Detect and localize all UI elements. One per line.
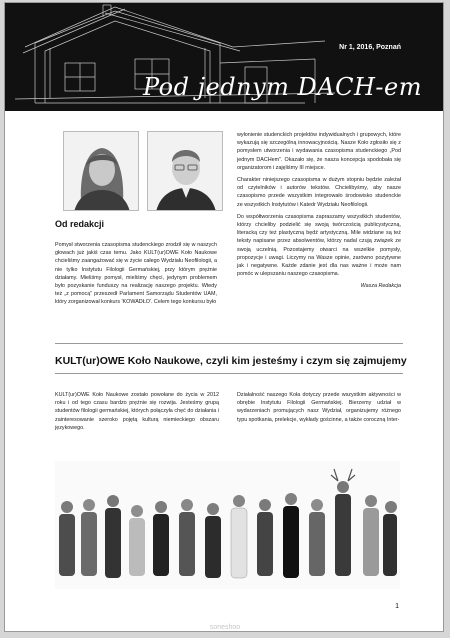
editorial-heading: Od redakcji: [55, 219, 105, 229]
editorial-right-column: [237, 131, 401, 291]
editorial-left-column: [55, 241, 217, 311]
article-paragraph: Działalność naszego Koła dotyczy przede wszystkim aktywności w obrębie Instytutu Filologii Germańskiej. Bierzemy udział w wydarzeniach promujących nasz Wydział, organizujemy różnego typu spotkania, prelekcje, wykłady gościnne, a także coroczną Inter-: [237, 392, 401, 423]
editorial-paragraph: wyłonienie studenckich projektów indywidualnych i grupowych, które wykazują się szczególną innowacyjnością. Nasze Koło zgłosiło się z pomysłem utworzenia i wydawania czasopisma studenckiego „Pod jednym DACHem”. Okazało się, że nasza koncepcja spodobała się organizatorom i zajęliśmy III miejsce.: [237, 132, 401, 171]
section-divider: [55, 343, 403, 344]
watermark: soneshoo: [209, 624, 241, 631]
editorial-signature: Wasza Redakcja: [360, 283, 401, 290]
section-divider: [55, 373, 403, 374]
newsletter-page: [4, 2, 444, 632]
editor-photo-woman: [63, 131, 139, 211]
page-number: 1: [395, 603, 399, 610]
editor-photo-man: [147, 131, 223, 211]
editorial-paragraph: Do współtworzenia czasopisma zapraszamy wszystkich studentów, którzy chcieliby podzielić się swoją twórczością publicystyczną, literacką czy też plastyczną będź artystyczną. Mile widziane są też teksty napisane przez absolwentów, którzy nadal czują związek ze swoją uczelnią. Pozostajemy otwarci na wszelkie pomysły, propozycje i uwagi. Liczymy na Wasze opinie, zarówno pozytywne jak i negatywne. Każde zdanie jest dla nas ważne i może nam pomóc w ulepszaniu naszego czasopisma.: [237, 213, 401, 278]
editorial-paragraph: Charakter niniejszego czasopisma w dużym stopniu będzie zależał od czytelników i autorów tekstów. Chcielibyśmy, aby nasze czasopismo przede wszystkim integrowało środowisko studenckie ze wszystkich Instytutów i Katedr Wydziału Neofilologii.: [237, 177, 401, 208]
group-photo: [55, 461, 400, 589]
article-right-column: [237, 391, 401, 428]
magazine-title: Pod jednym DACH-em: [143, 73, 422, 101]
editorial-paragraph: Pomysł stworzenia czasopisma studenckiego zrodził się w naszych głowach już jakiś czas temu. Jako KULT(ur)OWE Koło Naukowe chcieliśmy zaangażować się w życie całego Wydziału Neofilologii, a nie tylko Instytutu Filologii Germańskiej, przy którym prężnie działamy. Mieliśmy pomysł, mieliśmy chęci, jedynym problemem było pozyskanie funduszy na realizację naszego projektu. Wtedy też „z pomocą” przeszedł Parlament Samorządu Studentów UAM, który zorganizował konkurs 'KOWADŁO'. Celem tego konkursu było: [55, 242, 217, 306]
article-title: KULT(ur)OWE Koło Naukowe, czyli kim jesteśmy i czym się zajmujemy: [55, 355, 407, 367]
article-left-column: [55, 391, 219, 436]
issue-info: Nr 1, 2016, Poznań: [339, 44, 401, 51]
masthead: [5, 3, 444, 111]
article-paragraph: KULT(ur)OWE Koło Naukowe zostało powołane do życia w 2012 roku i od tego czasu bardzo prężnie się rozwija. Jesteśmy grupą studentów filologii germańskiej, których połączyła chęć do działania i zainteresowanie szeroko pojętą kulturą niemieckiego obszaru językowego.: [55, 392, 219, 431]
